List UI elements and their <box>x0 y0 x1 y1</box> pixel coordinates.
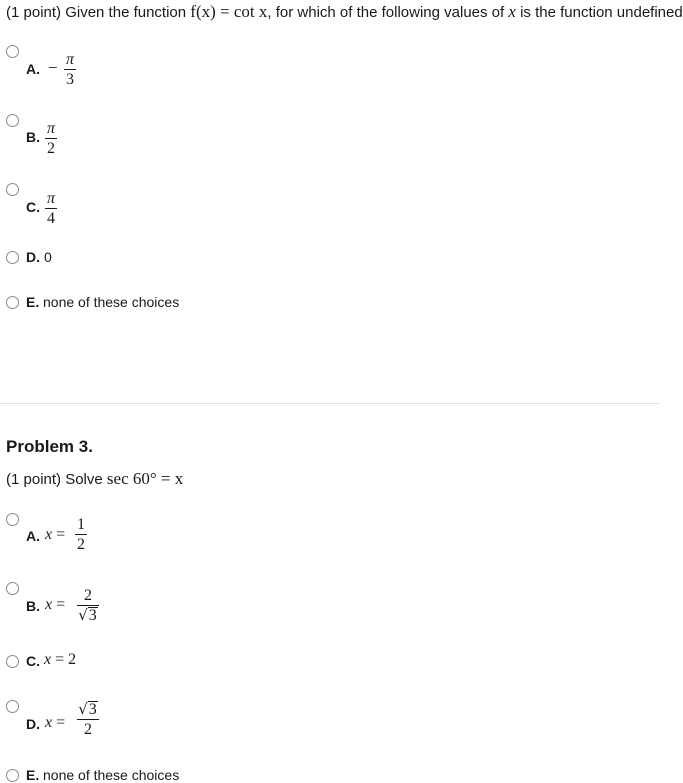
problem3-title: Problem 3. <box>6 437 93 456</box>
problem3-equation: sec 60° = x <box>106 469 184 488</box>
radicand: 3 <box>88 701 97 718</box>
problem3-option-d-label: D. <box>26 716 40 732</box>
fraction-denominator: 3 <box>66 71 74 88</box>
problem3-stem <box>6 469 183 489</box>
problem3-option-a-label: A. <box>26 528 40 544</box>
fraction-bar <box>77 719 99 720</box>
problem-divider <box>0 403 660 404</box>
problem2-option-b-label: B. <box>26 129 40 145</box>
problem2-stem-post: is the function undefined <box>520 4 683 21</box>
problem2-option-e-label: E. <box>26 294 40 310</box>
problem2-option-d-radio[interactable] <box>6 251 19 264</box>
fraction-numerator: π <box>46 120 55 137</box>
problem3-option-c-label: C. <box>26 653 40 669</box>
problem3-option-a-lhs: x = <box>45 526 66 543</box>
fraction-numerator: π <box>46 190 55 207</box>
problem2-function: f(x) = cot x <box>190 2 268 21</box>
fraction-denominator: 2 <box>47 140 55 157</box>
problem2-option-a-radio[interactable] <box>6 45 19 58</box>
fraction-denominator: 2 <box>77 536 85 553</box>
problem3-option-e-radio[interactable] <box>6 769 19 782</box>
problem3-option-a-radio[interactable] <box>6 513 19 526</box>
problem3-option-b-lhs: x = <box>45 596 66 613</box>
problem3-option-a-fraction <box>75 516 87 553</box>
problem2-option-a-sign: − <box>48 58 58 77</box>
fraction-numerator-radical <box>77 701 99 718</box>
problem3-option-d-radio[interactable] <box>6 700 19 713</box>
fraction-numerator: 1 <box>77 516 85 533</box>
problem3-option-d-lhs: x = <box>45 714 66 731</box>
fraction-bar <box>45 208 57 209</box>
fraction-numerator: π <box>65 51 74 68</box>
problem2-option-a-fraction <box>64 51 76 88</box>
problem3-option-c-radio[interactable] <box>6 655 19 668</box>
problem2-option-a-label: A. <box>26 61 40 77</box>
fraction-denominator-radical <box>77 607 99 624</box>
problem2-option-b-radio[interactable] <box>6 114 19 127</box>
problem3-option-b-label: B. <box>26 598 40 614</box>
problem2-option-d-text: 0 <box>44 249 52 265</box>
problem2-option-e-text: none of these choices <box>43 294 180 310</box>
problem2-option-c-fraction <box>45 190 57 227</box>
problem3-option-e-text: none of these choices <box>43 767 180 783</box>
problem2-variable: x <box>508 2 516 21</box>
problem2-option-e-radio[interactable] <box>6 296 19 309</box>
problem3-option-b-radio[interactable] <box>6 582 19 595</box>
fraction-bar <box>75 534 87 535</box>
fraction-numerator: 2 <box>84 587 92 604</box>
fraction-bar <box>45 138 57 139</box>
problem3-option-d-fraction <box>77 701 99 738</box>
fraction-bar <box>64 69 76 70</box>
problem2-stem-pre: Given the function <box>65 4 187 21</box>
radical-sign: √ <box>78 606 88 624</box>
problem2-points: (1 point) <box>6 4 62 21</box>
problem3-option-c-text: x = 2 <box>44 651 77 668</box>
problem3-stem-pre: Solve <box>65 471 103 488</box>
problem2-option-d-label: D. <box>26 249 40 265</box>
problem2-stem <box>6 2 683 22</box>
fraction-denominator: 4 <box>47 210 55 227</box>
problem2-stem-mid: , for which of the following values of <box>267 4 505 21</box>
radicand: 3 <box>88 607 97 624</box>
problem3-option-e-label: E. <box>26 767 40 783</box>
radical-sign: √ <box>78 700 88 718</box>
problem2-option-c-radio[interactable] <box>6 183 19 196</box>
problem3-points: (1 point) <box>6 471 62 488</box>
problem3-option-b-fraction <box>77 587 99 624</box>
problem2-option-b-fraction <box>45 120 57 157</box>
fraction-denominator: 2 <box>84 721 92 738</box>
problem2-option-c-label: C. <box>26 199 40 215</box>
